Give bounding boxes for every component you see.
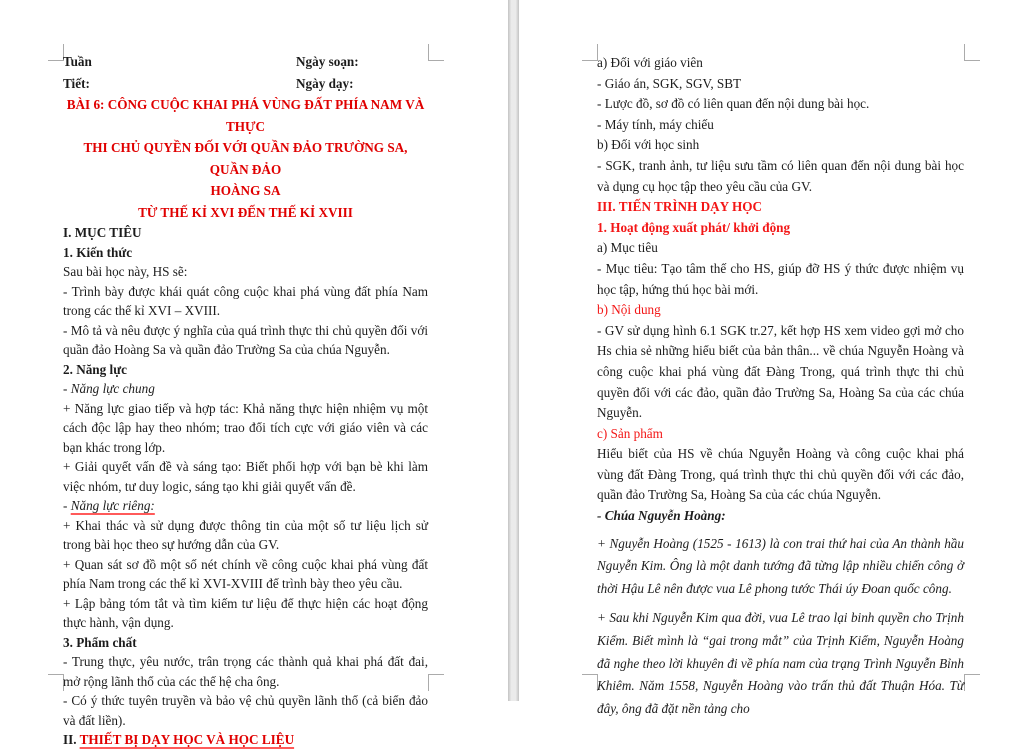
- subsection-knowledge: 1. Kiến thức: [63, 244, 133, 260]
- paragraph: + Lập bảng tóm tắt và tìm kiếm tư liệu để thực hiện các hoạt động thực hành, vận dụng.: [63, 595, 428, 630]
- paragraph: - Giáo án, SGK, SGV, SBT: [597, 75, 742, 91]
- paragraph-content-label: b) Nội dung: [597, 302, 661, 318]
- subsection-quality: 3. Phẩm chất: [63, 634, 137, 650]
- page-left-content: [63, 51, 428, 750]
- document-page-right[interactable]: [519, 0, 1009, 716]
- subsection-competency: 2. Năng lực: [63, 361, 127, 377]
- paragraph: Sau bài học này, HS sẽ:: [63, 264, 188, 279]
- margin-crop-mark: [428, 674, 444, 691]
- paragraph-quote: + Sau khi Nguyễn Kim qua đời, vua Lê trao lại binh quyền cho Trịnh Kiểm. Biết mình là “gai trong mắt” của Trịnh Kiểm, Nguyễn Hoàng đã nghe theo lời khuyên đi về phía nam của trạng Trình Nguyễn Bỉnh Khiêm. Năm 1558, Nguyễn Hoàng vào trấn thủ đất Thuận Hóa. Từ đây, ông đã đặt nền tảng cho: [597, 610, 964, 716]
- paragraph: + Năng lực giao tiếp và hợp tác: Khả năng thực hiện nhiệm vụ một cách độc lập hay theo nhóm; trao đổi tích cực với giáo viên và các bạn khác trong lớp.: [63, 400, 428, 455]
- paragraph: + Giải quyết vấn đề và sáng tạo: Biết phối hợp với bạn bè khi làm việc nhóm, tư duy logic, sáng tạo khi giải quyết vấn đề.: [63, 459, 428, 494]
- margin-crop-mark: [964, 44, 980, 61]
- paragraph: - Trung thực, yêu nước, trân trọng các thành quả khai phá đất đai, mở rộng lãnh thổ của các thế hệ cha ông.: [63, 654, 428, 689]
- paragraph: - Lược đồ, sơ đồ có liên quan đến nội dung bài học.: [597, 96, 870, 112]
- margin-crop-mark: [48, 44, 64, 61]
- paragraph: Hiểu biết của HS về chúa Nguyễn Hoàng và công cuộc khai phá vùng đất Đàng Trong, quá trình thực thi chủ quyền đối với các đảo, quần đảo Trường Sa, Hoàng Sa của các chúa Nguyễn.: [597, 446, 964, 503]
- margin-crop-mark: [582, 674, 598, 691]
- paragraph: - Mô tả và nêu được ý nghĩa của quá trình thực thi chủ quyền đối với quần đảo Hoàng Sa và quần đảo Trường Sa của chúa Nguyễn.: [63, 322, 428, 357]
- date-taught-label: Ngày dạy:: [296, 75, 354, 91]
- section-heading-equipment: [63, 730, 428, 750]
- section-title-red: THIẾT BỊ DẠY HỌC VÀ HỌC LIỆU: [79, 732, 295, 747]
- margin-crop-mark: [964, 674, 980, 691]
- paragraph-lord-nguyen-hoang: - Chúa Nguyễn Hoàng:: [597, 508, 726, 524]
- margin-crop-mark: [428, 44, 444, 61]
- date-prepared-label: Ngày soạn:: [296, 54, 359, 69]
- paragraph: - Có ý thức tuyên truyền và bảo vệ chủ quyền lãnh thổ (cả biển đảo và đất liền).: [63, 693, 428, 728]
- paragraph: - Mục tiêu: Tạo tâm thế cho HS, giúp đỡ HS ý thức được nhiệm vụ học tập, hứng thú học bài mới.: [597, 260, 964, 297]
- header-row-week: [63, 51, 428, 73]
- paragraph-specific-competency: [63, 496, 428, 516]
- paragraph-goal-label: a) Mục tiêu: [597, 240, 658, 256]
- header-row-period: [63, 73, 428, 95]
- paragraph-product-label: c) Sản phẩm: [597, 425, 663, 441]
- paragraph-teacher-heading: a) Đối với giáo viên: [597, 55, 703, 70]
- section-heading-process: III. TIẾN TRÌNH DẠY HỌC: [597, 199, 763, 215]
- underlined-phrase: Năng lực riêng:: [70, 498, 155, 513]
- paragraph: - Trình bày được khái quát công cuộc khai phá vùng đất phía Nam trong các thế kỉ XVI – XVIII.: [63, 283, 428, 318]
- week-label: Tuần: [63, 54, 92, 69]
- section-heading-objectives: I. MỤC TIÊU: [63, 225, 142, 240]
- activity-heading: 1. Hoạt động xuất phát/ khởi động: [597, 219, 791, 235]
- lesson-title-line: HOÀNG SA: [210, 183, 281, 198]
- margin-crop-mark: [48, 674, 64, 691]
- period-label: Tiết:: [63, 75, 90, 91]
- lesson-title-line: THI CHỦ QUYỀN ĐỐI VỚI QUẦN ĐẢO TRƯỜNG SA, QUẦN ĐẢO: [83, 140, 408, 177]
- dash-prefix: -: [63, 498, 71, 513]
- paragraph-quote: + Nguyễn Hoàng (1525 - 1613) là con trai thứ hai của An thành hầu Nguyễn Kim. Ông là một danh tướng đã từng lập nhiều chiến công ở thời Hậu Lê nên được vua Lê phong tước Thái úy Đoan quốc công.: [597, 535, 964, 596]
- paragraph: + Quan sát sơ đồ một số nét chính về công cuộc khai phá vùng đất phía Nam trong các thế kỉ XVI-XVIII để trình bày theo yêu cầu.: [63, 556, 428, 591]
- paragraph: - Máy tính, máy chiếu: [597, 116, 714, 132]
- lesson-title-line: BÀI 6: CÔNG CUỘC KHAI PHÁ VÙNG ĐẤT PHÍA NAM VÀ THỰC: [66, 97, 425, 134]
- page-right-content: [597, 53, 964, 720]
- margin-crop-mark: [582, 44, 598, 61]
- lesson-subtitle: TỪ THẾ KỈ XVI ĐẾN THẾ KỈ XVIII: [138, 204, 353, 220]
- page-gap-divider: [508, 0, 519, 701]
- paragraph: - SGK, tranh ảnh, tư liệu sưu tầm có liên quan đến nội dung bài học và dụng cụ học tập theo yêu cầu của GV.: [597, 157, 964, 194]
- paragraph: - GV sử dụng hình 6.1 SGK tr.27, kết hợp HS xem video gợi mở cho Hs chia sẻ những hiểu biết của bản thân... về chúa Nguyễn Hoàng và công cuộc khai phá vùng đất Đàng Trong, quá trình thực thi chủ quyền đối với các đảo, quần đảo Trường Sa, Hoàng Sa của các chúa Nguyễn.: [597, 322, 964, 421]
- paragraph-student-heading: b) Đối với học sinh: [597, 137, 700, 153]
- section-number: II.: [63, 732, 80, 747]
- paragraph: + Khai thác và sử dụng được thông tin của một số tư liệu lịch sử trong bài học theo sự hướng dẫn của GV.: [63, 517, 428, 552]
- paragraph: - Năng lực chung: [63, 381, 155, 396]
